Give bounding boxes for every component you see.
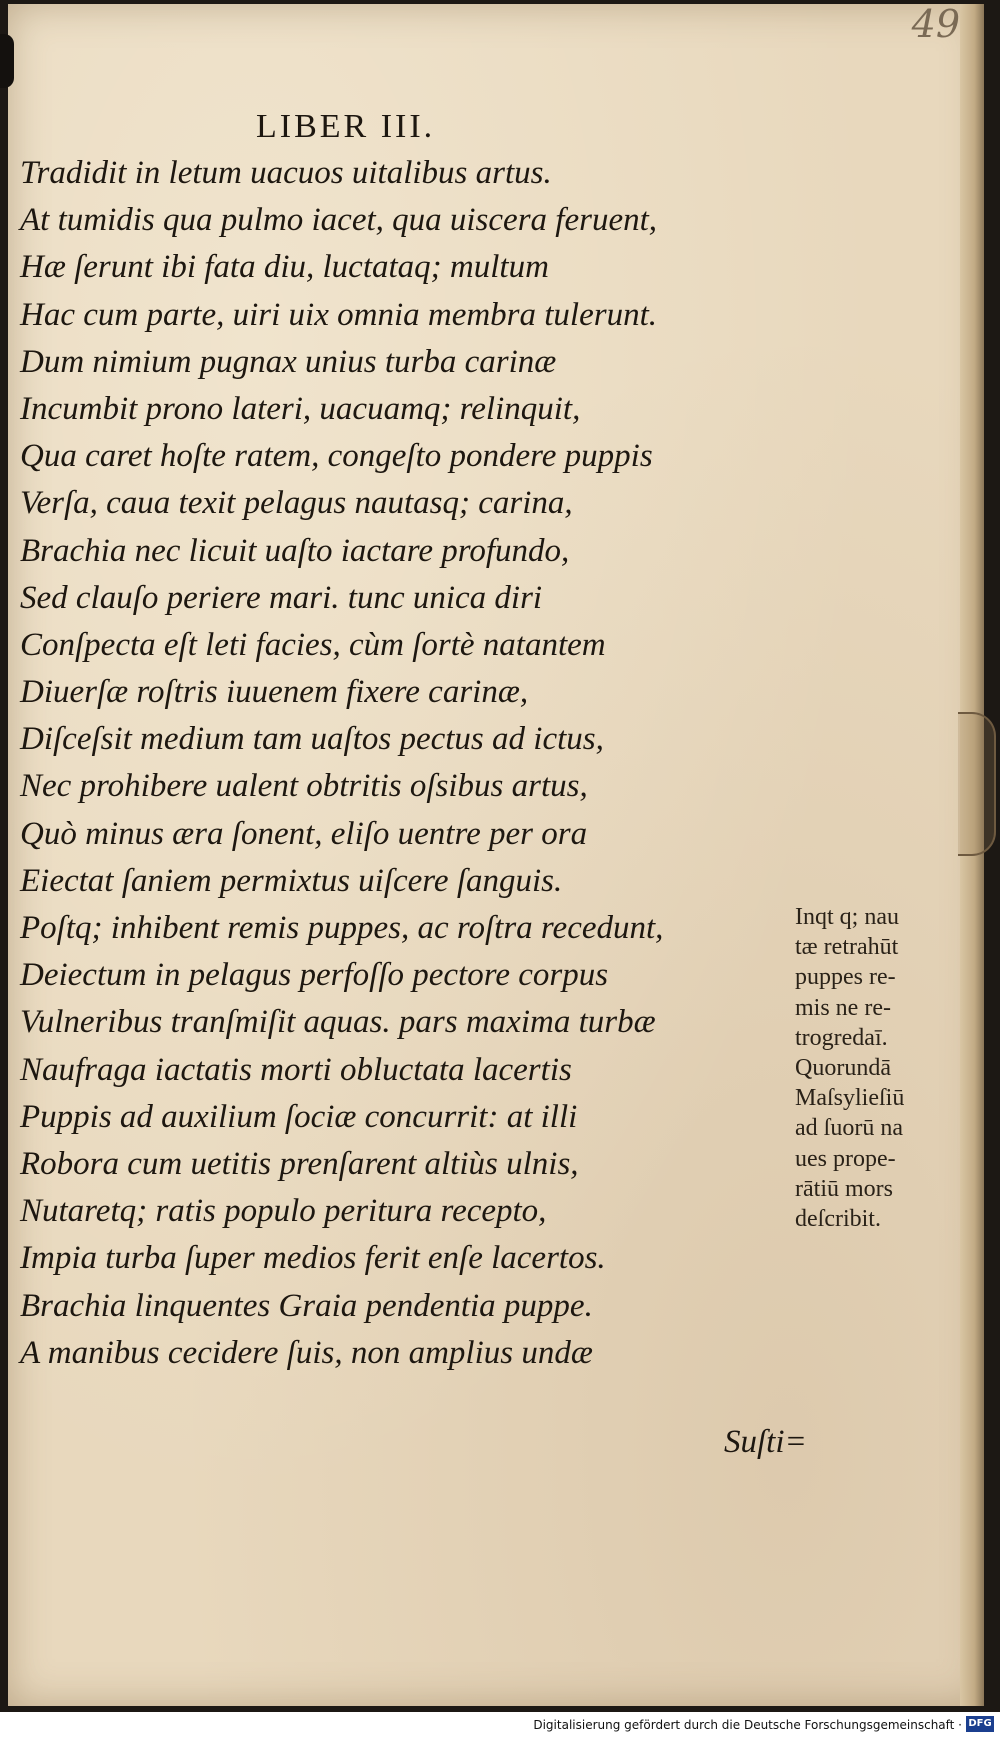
verse-line: At tumidis qua pulmo iacet, qua uiscera feruent, [20, 202, 658, 239]
verse-line: Hæ ſerunt ibi fata diu, luctataq; multum [20, 249, 549, 286]
verse-line: Vulneribus tranſmiſit aquas. pars maxima turbæ [20, 1004, 656, 1041]
verse-line: Diſceſsit medium tam uaſtos pectus ad ictus, [20, 721, 604, 758]
marginal-gloss [795, 902, 975, 1234]
binding-shadow [0, 34, 14, 88]
verse-line: Brachia nec licuit uaſto iactare profundo, [20, 532, 570, 569]
verse-line: Hac cum parte, uiri uix omnia membra tulerunt. [20, 296, 658, 333]
gloss-line: tæ retrahūt [795, 934, 899, 961]
verse-text [20, 150, 810, 1377]
verse-line: Nutaretq; ratis populo peritura recepto, [20, 1193, 547, 1230]
dfg-logo: DFG [966, 1716, 994, 1732]
verse-line: Naufraga iactatis morti obluctata lacertis [20, 1051, 572, 1088]
verse-line: Puppis ad auxilium ſociæ concurrit: at illi [20, 1098, 578, 1135]
gloss-line: ad ſuorū na [795, 1115, 903, 1142]
verse-line: Conſpecta eſt leti facies, cùm ſortè natantem [20, 626, 606, 663]
catchword: Suſti= [724, 1424, 807, 1460]
page-tab-mark [958, 712, 996, 856]
gloss-line: deſcribit. [795, 1205, 881, 1232]
gloss-line: rātiū mors [795, 1175, 893, 1202]
verse-line: A manibus cecidere ſuis, non amplius undæ [20, 1334, 593, 1371]
folio-number: 49 [911, 2, 960, 46]
verse-line: Diuerſæ roſtris iuuenem fixere carinæ, [20, 674, 529, 711]
verse-line: Sed clauſo periere mari. tunc unica diri [20, 579, 543, 616]
verse-line: Impia turba ſuper medios ferit enſe lacertos. [20, 1240, 606, 1277]
gloss-line: trogredaī. [795, 1024, 888, 1051]
verse-line: Dum nimium pugnax unius turba carinæ [20, 343, 557, 380]
verse-line: Nec prohibere ualent obtritis oſsibus artus, [20, 768, 588, 805]
verse-line: Verſa, caua texit pelagus nautasq; carina, [20, 485, 573, 522]
verse-line: Deiectum in pelagus perfoſſo pectore corpus [20, 957, 609, 994]
gloss-line: puppes re- [795, 964, 896, 991]
verse-line: Brachia linquentes Graia pendentia puppe. [20, 1287, 593, 1324]
gloss-line: Inqt q; nau [795, 904, 899, 930]
funding-credit: Digitalisierung gefördert durch die Deutsche Forschungsgemeinschaft · [533, 1718, 962, 1732]
verse-line: Eiectat ſaniem permixtus uiſcere ſanguis. [20, 862, 563, 899]
verse-line: Incumbit prono lateri, uacuamq; relinquit, [20, 390, 581, 427]
verse-line: Qua caret hoſte ratem, congeſto pondere puppis [20, 438, 653, 475]
gloss-line: Maſsylieſiū [795, 1085, 905, 1112]
gloss-line: ues prope- [795, 1145, 896, 1172]
verse-line: Poſtq; inhibent remis puppes, ac roſtra recedunt, [20, 910, 664, 946]
verse-line: Tradidit in letum uacuos uitalibus artus. [20, 155, 552, 191]
gloss-line: Quorundā [795, 1054, 891, 1081]
verse-line: Robora cum uetitis prenſarent altiùs ulnis, [20, 1145, 579, 1182]
gloss-line: mis ne re- [795, 994, 891, 1021]
verse-line: Quò minus æra ſonent, eliſo uentre per ora [20, 815, 588, 852]
running-head: LIBER III. [256, 108, 436, 145]
